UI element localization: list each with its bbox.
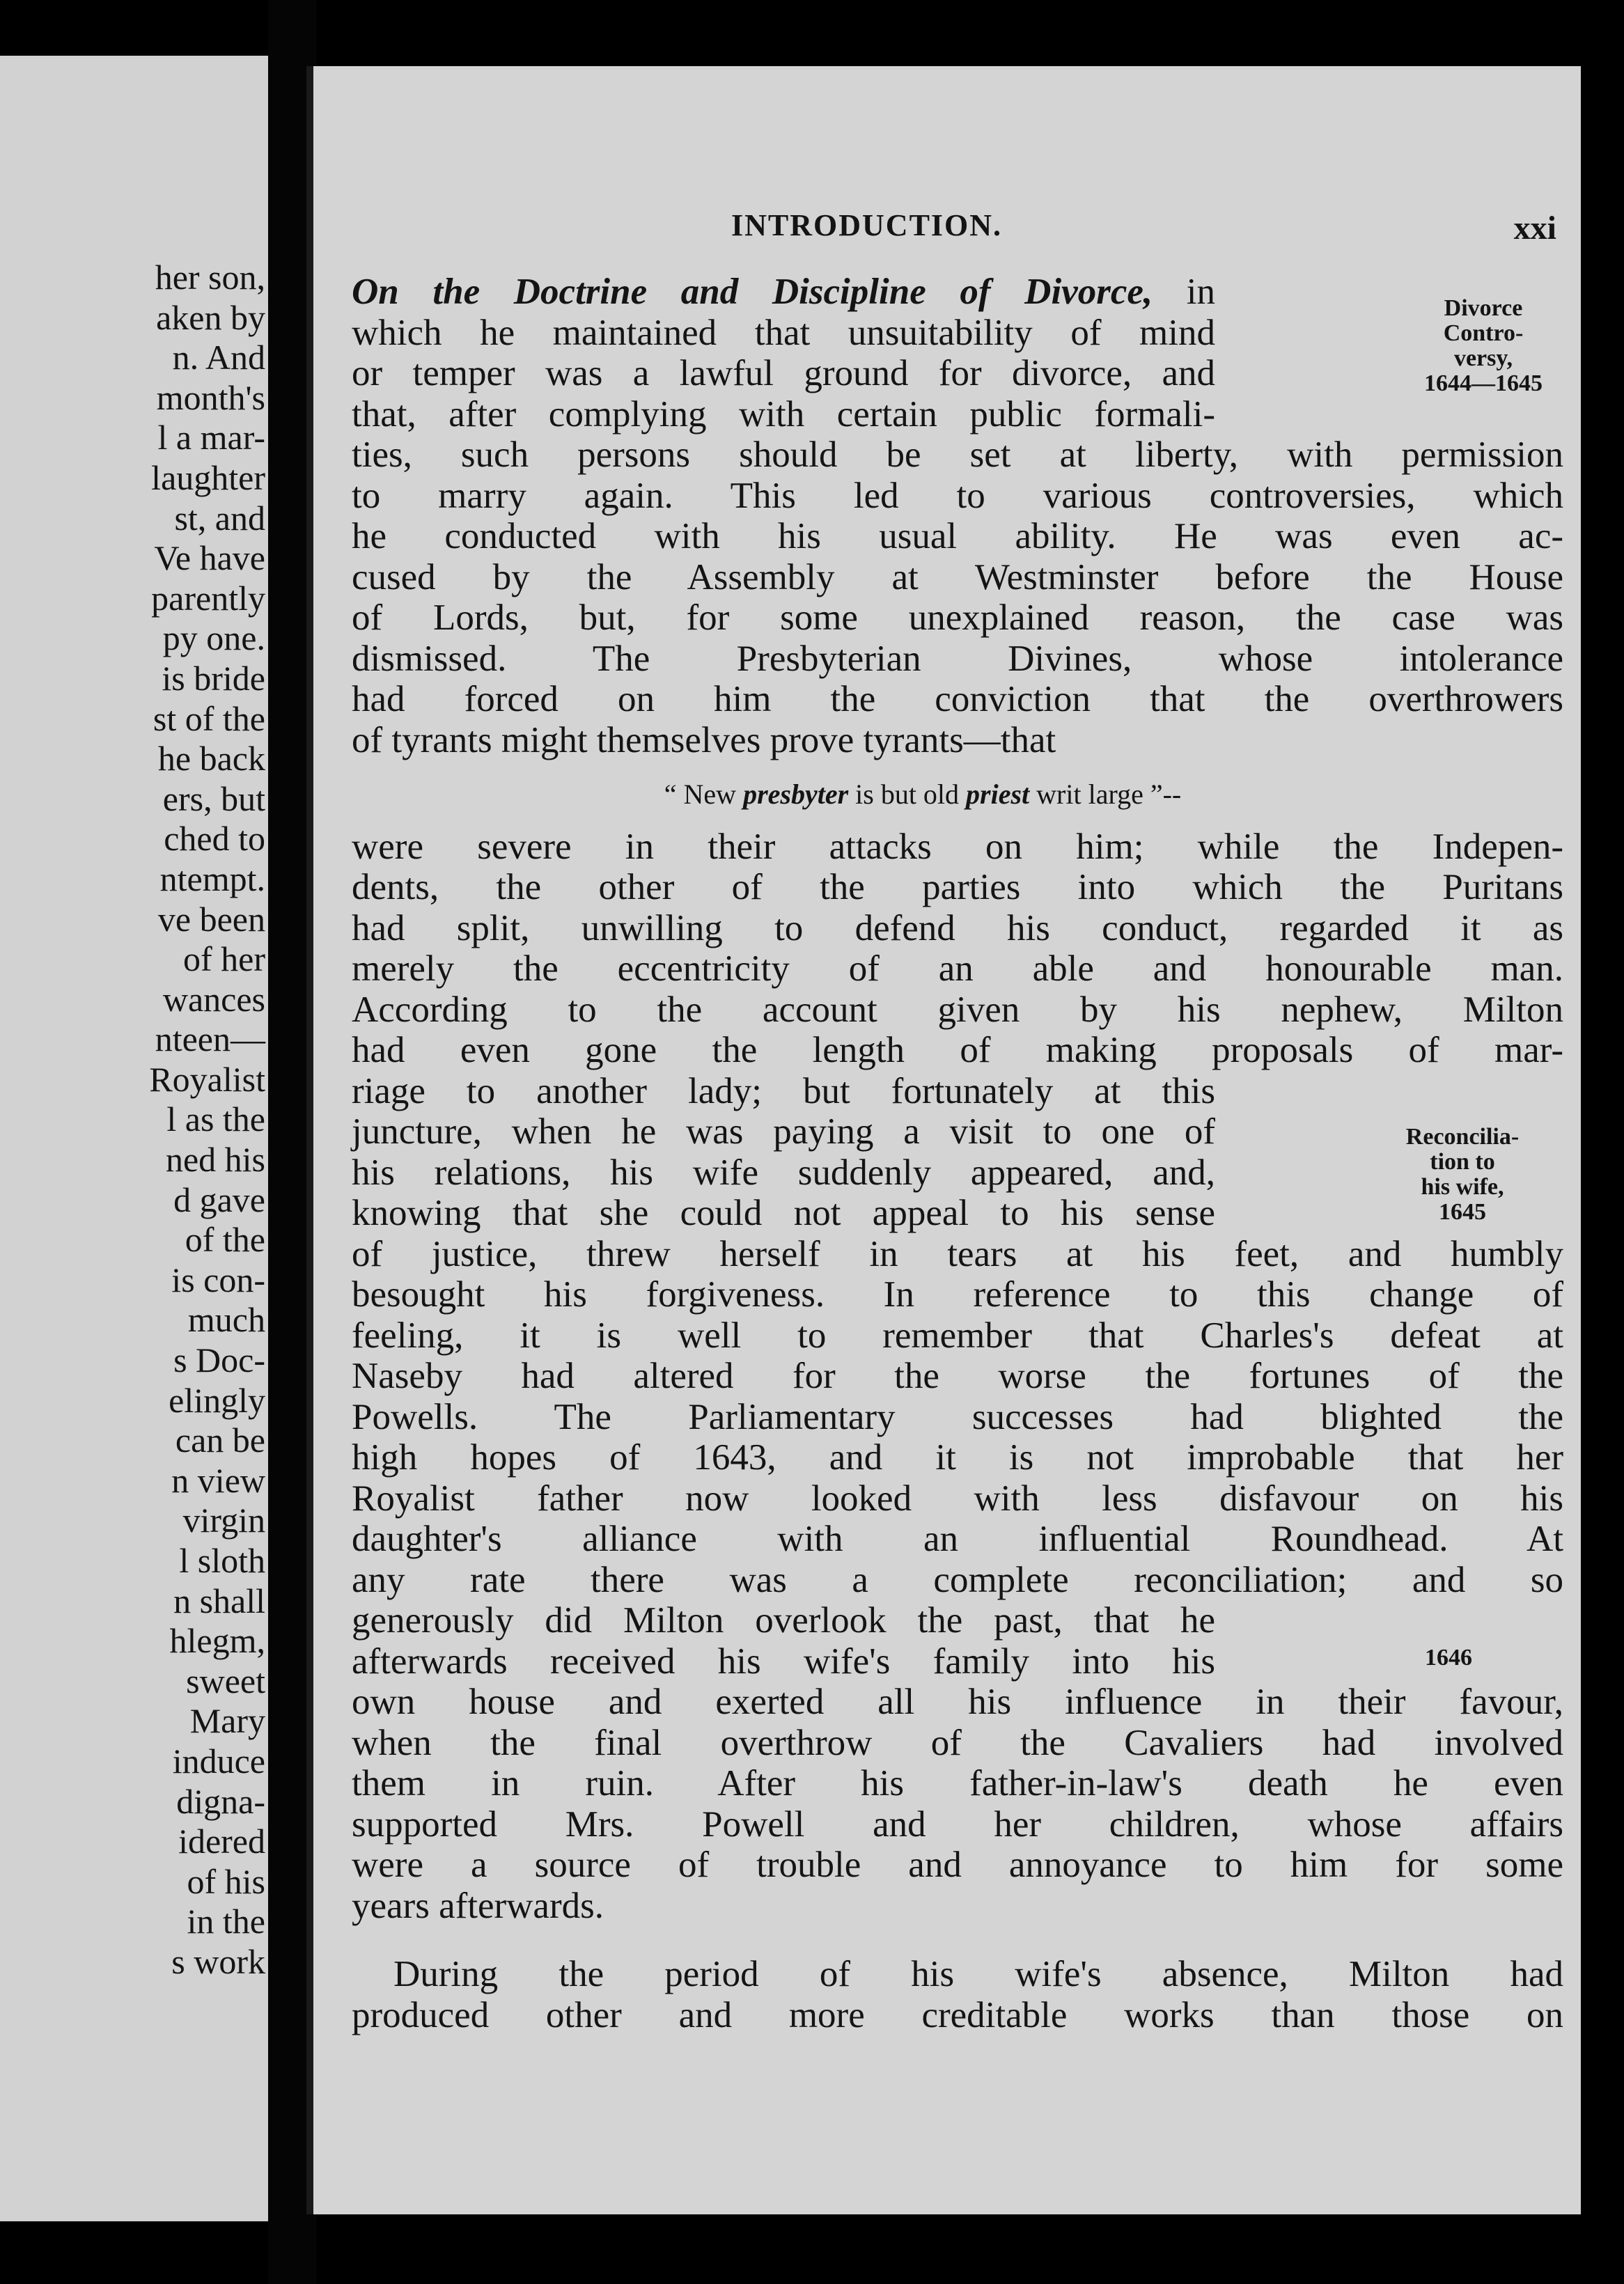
- margin-note-1646: [1372, 1645, 1525, 1671]
- text-line: afterwards received his wife's family into his: [352, 1641, 1215, 1682]
- text-line: Naseby had altered for the worse the fortunes of the: [352, 1356, 1563, 1396]
- text-line: knowing that she could not appeal to his sense: [352, 1193, 1215, 1233]
- text-line: Royalist father now looked with less disfavour on his: [352, 1478, 1563, 1519]
- facing-page-line: can be: [175, 1421, 265, 1460]
- page-number: xxi: [1513, 210, 1556, 247]
- text-line: cused by the Assembly at Westminster before the House: [352, 556, 1563, 597]
- text-line: ties, such persons should be set at liberty, with permission: [352, 435, 1563, 475]
- facing-page-line: d gave: [173, 1180, 265, 1219]
- text-line: his relations, his wife suddenly appeared, and,: [352, 1152, 1215, 1193]
- margin-note-line: versy,: [1453, 345, 1513, 371]
- facing-page-line: is con-: [171, 1260, 265, 1299]
- text-line: During the period of his wife's absence, Milton had: [393, 1954, 1563, 1994]
- facing-page-line: sweet: [186, 1661, 265, 1700]
- paragraph-1: [352, 272, 1563, 760]
- facing-page-line: idered: [178, 1822, 265, 1861]
- book-page: [306, 66, 1581, 2214]
- paragraph-2: [352, 827, 1563, 1927]
- text-line: supported Mrs. Powell and her children, whose affairs: [352, 1804, 1563, 1845]
- facing-page-line: he back: [157, 739, 265, 779]
- text-line: Powells. The Parliamentary successes had blighted the: [352, 1396, 1563, 1437]
- text-line: years afterwards.: [352, 1885, 604, 1926]
- facing-page-line: ched to: [164, 819, 265, 859]
- running-header: [313, 208, 1581, 249]
- facing-page-line: aken by: [156, 297, 265, 337]
- facing-page-line: ntempt.: [159, 859, 265, 898]
- running-title: INTRODUCTION.: [731, 208, 1003, 242]
- text-line: of tyrants might themselves prove tyrants—that: [352, 719, 1056, 760]
- facing-page-line: n shall: [173, 1581, 265, 1620]
- text-line: were a source of trouble and annoyance to him for some: [352, 1845, 1563, 1885]
- paragraph-3: [352, 1954, 1563, 2035]
- facing-page-line: st, and: [174, 498, 265, 538]
- text-line: which he maintained that unsuitability of mind: [352, 312, 1215, 353]
- quote-part: is but old: [848, 779, 967, 810]
- text-fragment: in: [1153, 272, 1215, 312]
- text-line: own house and exerted all his influence in their favour,: [352, 1682, 1563, 1722]
- facing-page-line: virgin: [182, 1501, 265, 1540]
- text-line: high hopes of 1643, and it is not improbable that her: [352, 1437, 1563, 1478]
- facing-page-line: induce: [172, 1741, 265, 1781]
- facing-page-line: n view: [171, 1460, 265, 1500]
- text-line: of Lords, but, for some unexplained reason, the case was: [352, 597, 1563, 638]
- text-line: daughter's alliance with an influential Roundhead. At: [352, 1519, 1563, 1559]
- text-line: [352, 272, 1215, 313]
- margin-note-line: 1644—1645: [1424, 370, 1543, 396]
- quote-part: “ New: [664, 779, 744, 810]
- margin-note-line: Divorce: [1444, 295, 1523, 321]
- text-line: dents, the other of the parties into which the Puritans: [352, 867, 1563, 907]
- facing-page-line: l a mar-: [157, 418, 265, 457]
- facing-page-line: in the: [187, 1902, 265, 1941]
- quote-emphasis: presbyter: [743, 779, 849, 810]
- quote-part: writ large ”--: [1029, 779, 1182, 810]
- facing-page-line: py one.: [162, 618, 265, 658]
- text-line: of justice, threw herself in tears at his feet, and humbly: [352, 1233, 1563, 1274]
- facing-page-line: parently: [151, 578, 265, 618]
- margin-note-line: tion to: [1430, 1149, 1495, 1175]
- text-line: besought his forgiveness. In reference to this change of: [352, 1274, 1563, 1315]
- facing-page-line: of her: [183, 939, 265, 979]
- facing-page-line: Mary: [189, 1701, 265, 1741]
- text-line: that, after complying with certain public formali-: [352, 393, 1215, 435]
- facing-page-line: n. And: [172, 338, 265, 377]
- main-text: [352, 272, 1563, 2035]
- margin-note-line: Reconcilia-: [1405, 1124, 1520, 1150]
- margin-note-line: 1645: [1439, 1199, 1486, 1225]
- margin-note-reconciliation: [1386, 1125, 1539, 1225]
- text-line: had even gone the length of making proposals of mar-: [352, 1030, 1563, 1070]
- facing-page-line: ned his: [165, 1140, 265, 1180]
- facing-page-line: nteen—: [155, 1019, 265, 1059]
- facing-page-line: her son,: [155, 258, 265, 297]
- facing-page-line: l as the: [166, 1100, 265, 1139]
- text-line: were severe in their attacks on him; while the Indepen-: [352, 826, 1563, 867]
- book-title: On the Doctrine and Discipline of Divorce,: [352, 272, 1153, 312]
- facing-page-line: elingly: [169, 1380, 265, 1420]
- facing-page-line: s work: [171, 1941, 265, 1981]
- facing-page-line: Ve have: [154, 538, 265, 578]
- facing-page-line: much: [187, 1300, 265, 1340]
- text-line: According to the account given by his nephew, Milton: [352, 989, 1563, 1030]
- facing-page-line: laughter: [151, 457, 265, 497]
- facing-page-line: hlegm,: [169, 1621, 265, 1661]
- facing-page-line: is bride: [162, 658, 265, 698]
- quote-emphasis: priest: [966, 779, 1030, 810]
- text-line: any rate there was a complete reconciliation; and so: [352, 1559, 1563, 1600]
- text-line: when the final overthrow of the Cavaliers had involved: [352, 1722, 1563, 1763]
- text-line: feeling, it is well to remember that Charles's defeat at: [352, 1315, 1563, 1356]
- text-line: merely the eccentricity of an able and honourable man.: [352, 948, 1563, 989]
- facing-page-line: ers, but: [162, 779, 265, 818]
- text-line: riage to another lady; but fortunately at this: [352, 1070, 1215, 1111]
- margin-note-line: his wife,: [1421, 1174, 1504, 1200]
- facing-page-line: s Doc-: [173, 1340, 265, 1380]
- margin-note-line: Contro-: [1443, 320, 1524, 346]
- text-line: he conducted with his usual ability. He was even ac-: [352, 516, 1563, 556]
- facing-page-line: of the: [185, 1220, 265, 1260]
- text-line: had split, unwilling to defend his conduct, regarded it as: [352, 907, 1563, 948]
- margin-note-line: 1646: [1425, 1645, 1472, 1671]
- text-line: dismissed. The Presbyterian Divines, whose intolerance: [352, 638, 1563, 679]
- facing-page-fragment: [0, 56, 268, 2221]
- facing-page-line: month's: [156, 377, 265, 417]
- text-line: or temper was a lawful ground for divorce, and: [352, 353, 1215, 393]
- block-quote: [352, 760, 1494, 827]
- text-line: juncture, when he was paying a visit to one of: [352, 1111, 1215, 1152]
- facing-page-line: st of the: [153, 698, 265, 738]
- facing-page-line: wances: [162, 979, 265, 1019]
- facing-page-line: Royalist: [149, 1059, 265, 1099]
- margin-note-divorce: [1407, 296, 1560, 396]
- facing-page-line: of his: [187, 1861, 265, 1901]
- text-line: to marry again. This led to various controversies, which: [352, 475, 1563, 516]
- facing-page-line: l sloth: [179, 1541, 265, 1580]
- facing-page-text: [0, 258, 268, 1982]
- text-line: them in ruin. After his father-in-law's death he even: [352, 1763, 1563, 1804]
- facing-page-line: ve been: [157, 899, 265, 939]
- text-line: had forced on him the conviction that the overthrowers: [352, 679, 1563, 719]
- text-line: generously did Milton overlook the past, that he: [352, 1600, 1215, 1641]
- facing-page-line: digna-: [176, 1781, 265, 1821]
- text-line: produced other and more creditable works than those on: [352, 1994, 1563, 2035]
